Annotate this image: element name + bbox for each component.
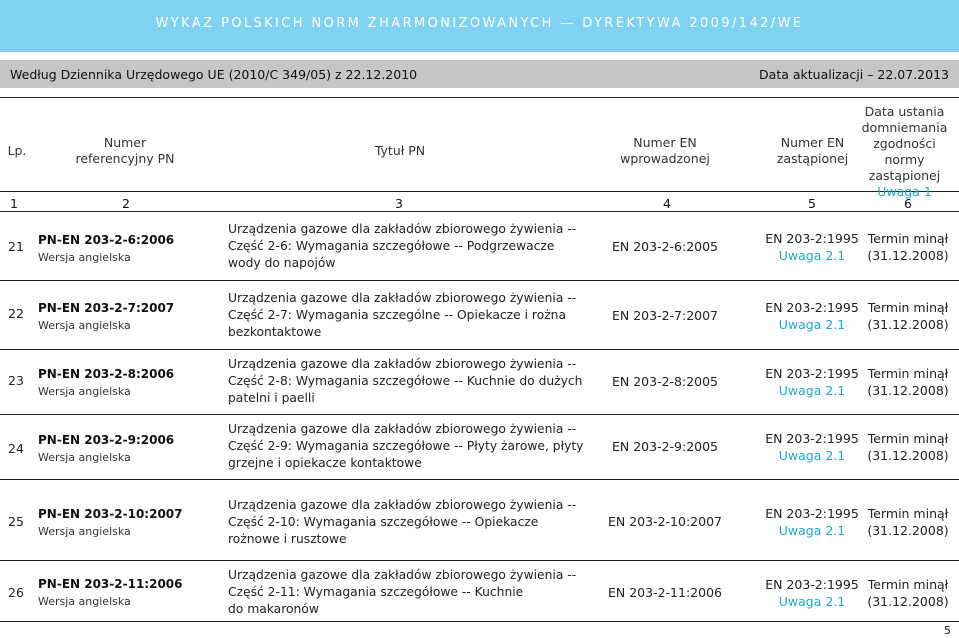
row-ref: [38, 300, 174, 334]
row-ref-code: PN-EN 203-2-7:2007: [38, 301, 175, 315]
row-en-new: EN 203-2-11:2006: [608, 585, 722, 600]
row-ref-sub: Wersja angielska: [38, 319, 131, 332]
header-date-line1: Data ustania: [864, 104, 945, 119]
row-rule: [0, 414, 959, 415]
row-date: [858, 576, 958, 610]
header-date-line2: domniemania: [861, 120, 948, 135]
header-en-new: [600, 135, 730, 167]
row-title-line3: wody do napojów: [228, 256, 336, 270]
row-title-line1: Urządzenia gazowe dla zakładów zbiorowego żywienia --: [228, 568, 577, 582]
row-en-old-code: EN 203-2:1995: [765, 366, 859, 381]
header-lp-label: Lp.: [7, 143, 27, 158]
header-ref: [60, 135, 190, 167]
row-title: [228, 421, 583, 472]
row-en-old-note: Uwaga 2.1: [778, 317, 846, 332]
row-lp: 25: [8, 514, 24, 529]
banner: [0, 0, 959, 52]
row-en-old: [758, 576, 866, 610]
row-date-status: Termin minął: [867, 577, 949, 592]
row-rule: [0, 479, 959, 480]
table-bottom-rule: [0, 621, 959, 622]
row-title-line2: Część 2-7: Wymagania szczególne -- Opiekacze i rożna: [228, 308, 567, 322]
row-en-old-note: Uwaga 2.1: [778, 594, 846, 609]
header-date-line5: zastąpionej: [868, 168, 941, 183]
row-en-old: [758, 505, 866, 539]
row-en-new: EN 203-2-6:2005: [611, 239, 719, 254]
row-title-line1: Urządzenia gazowe dla zakładów zbiorowego żywienia --: [228, 222, 577, 236]
table-top-rule: [0, 97, 959, 98]
row-en-new: EN 203-2-10:2007: [608, 514, 722, 529]
row-date: [858, 430, 958, 464]
row-rule: [0, 280, 959, 281]
row-en-old-code: EN 203-2:1995: [765, 577, 859, 592]
row-title-line2: Część 2-10: Wymagania szczegółowe -- Opiekacze: [228, 515, 539, 529]
row-title-line2: Część 2-6: Wymagania szczegółowe -- Podgrzewacze: [228, 239, 555, 253]
row-en-new: EN 203-2-9:2005: [611, 439, 719, 454]
row-en-old-code: EN 203-2:1995: [765, 231, 859, 246]
row-title-line2: Część 2-11: Wymagania szczegółowe -- Kuchnie: [228, 585, 524, 599]
header-title-label: Tytuł PN: [374, 143, 426, 158]
row-lp: 26: [8, 585, 24, 600]
row-title-line1: Urządzenia gazowe dla zakładów zbiorowego żywienia --: [228, 291, 577, 305]
row-ref: [38, 366, 174, 400]
row-rule: [0, 349, 959, 350]
header-date-line4: normy: [884, 152, 925, 167]
row-date-value: (31.12.2008): [867, 523, 949, 538]
row-date-value: (31.12.2008): [867, 383, 949, 398]
header-en-old-line2: zastąpionej: [776, 151, 849, 166]
header-ref-line1: Numer: [103, 135, 147, 150]
row-title-line2: Część 2-9: Wymagania szczegółowe -- Płyty żarowe, płyty: [228, 439, 584, 453]
row-en-old: [758, 430, 866, 464]
page-number: 5: [944, 624, 951, 637]
row-lp: 24: [8, 441, 24, 456]
row-en-old: [758, 230, 866, 264]
row-en-old-code: EN 203-2:1995: [765, 431, 859, 446]
row-ref-sub: Wersja angielska: [38, 251, 131, 264]
row-title-line3: rożnowe i rusztowe: [228, 532, 347, 546]
row-date-value: (31.12.2008): [867, 594, 949, 609]
row-en-old-note: Uwaga 2.1: [778, 248, 846, 263]
row-title-line2: Część 2-8: Wymagania szczegółowe -- Kuchnie do dużych: [228, 374, 583, 388]
colnum-bottom-rule: [0, 211, 959, 212]
row-title-line1: Urządzenia gazowe dla zakładów zbiorowego żywienia --: [228, 357, 577, 371]
row-ref-sub: Wersja angielska: [38, 451, 131, 464]
header-lp: [2, 143, 32, 159]
update-date-text: Data aktualizacji – 22.07.2013: [759, 67, 949, 82]
row-ref-code: PN-EN 203-2-11:2006: [38, 577, 183, 591]
row-date-status: Termin minął: [867, 300, 949, 315]
header-en-old-line1: Numer EN: [780, 135, 845, 150]
row-date-value: (31.12.2008): [867, 317, 949, 332]
row-lp: 21: [8, 239, 24, 254]
row-ref-code: PN-EN 203-2-6:2006: [38, 233, 175, 247]
row-date: [858, 299, 958, 333]
column-number: 4: [663, 196, 671, 211]
column-number: 6: [904, 196, 912, 211]
header-ref-line2: referencyjny PN: [75, 151, 175, 166]
header-date: [852, 104, 957, 200]
row-date: [858, 230, 958, 264]
row-ref-sub: Wersja angielska: [38, 385, 131, 398]
column-number: 3: [395, 196, 403, 211]
row-en-old-code: EN 203-2:1995: [765, 300, 859, 315]
row-title: [228, 221, 576, 272]
row-ref-sub: Wersja angielska: [38, 525, 131, 538]
row-title: [228, 290, 576, 341]
row-ref: [38, 432, 174, 466]
row-date: [858, 505, 958, 539]
row-title-line3: grzejne i opiekacze kontaktowe: [228, 456, 422, 470]
row-en-old-note: Uwaga 2.1: [778, 523, 846, 538]
banner-title: WYKAZ POLSKICH NORM ZHARMONIZOWANYCH — DYREKTYWA 2009/142/WE: [155, 16, 804, 31]
row-ref: [38, 506, 183, 540]
header-bottom-rule: [0, 191, 959, 192]
row-ref-sub: Wersja angielska: [38, 595, 131, 608]
row-en-new: EN 203-2-7:2007: [611, 308, 719, 323]
row-date-value: (31.12.2008): [867, 248, 949, 263]
column-number: 5: [808, 196, 816, 211]
row-en-old: [758, 365, 866, 399]
header-title: [300, 143, 500, 159]
row-en-old: [758, 299, 866, 333]
row-ref: [38, 232, 174, 266]
column-number: 2: [122, 196, 130, 211]
header-date-line3: zgodności: [873, 136, 936, 151]
row-title: [228, 356, 582, 407]
row-ref-code: PN-EN 203-2-10:2007: [38, 507, 183, 521]
row-title-line3: do makaronów: [228, 602, 319, 616]
header-date-note: Uwaga 1: [877, 184, 932, 199]
row-en-old-note: Uwaga 2.1: [778, 448, 846, 463]
row-title-line1: Urządzenia gazowe dla zakładów zbiorowego żywienia --: [228, 422, 577, 436]
row-title-line1: Urządzenia gazowe dla zakładów zbiorowego żywienia --: [228, 498, 577, 512]
row-date-status: Termin minął: [867, 431, 949, 446]
row-date-status: Termin minął: [867, 231, 949, 246]
row-lp: 23: [8, 373, 24, 388]
row-en-new: EN 203-2-8:2005: [611, 374, 719, 389]
row-title-line3: patelni i paelli: [228, 391, 315, 405]
row-date-value: (31.12.2008): [867, 448, 949, 463]
row-date-status: Termin minął: [867, 506, 949, 521]
row-en-old-code: EN 203-2:1995: [765, 506, 859, 521]
row-title-line3: bezkontaktowe: [228, 325, 322, 339]
header-en-new-line2: wprowadzonej: [620, 151, 710, 166]
row-date-status: Termin minął: [867, 366, 949, 381]
source-journal-text: Według Dziennika Urzędowego UE (2010/C 349/05) z 22.12.2010: [10, 67, 418, 82]
row-lp: 22: [8, 306, 24, 321]
row-ref: [38, 576, 183, 610]
row-date: [858, 365, 958, 399]
column-number: 1: [10, 196, 18, 211]
row-en-old-note: Uwaga 2.1: [778, 383, 846, 398]
row-ref-code: PN-EN 203-2-9:2006: [38, 433, 175, 447]
row-rule: [0, 560, 959, 561]
row-ref-code: PN-EN 203-2-8:2006: [38, 367, 175, 381]
header-en-new-line1: Numer EN: [633, 135, 697, 150]
row-title: [228, 497, 576, 548]
row-title: [228, 567, 576, 618]
